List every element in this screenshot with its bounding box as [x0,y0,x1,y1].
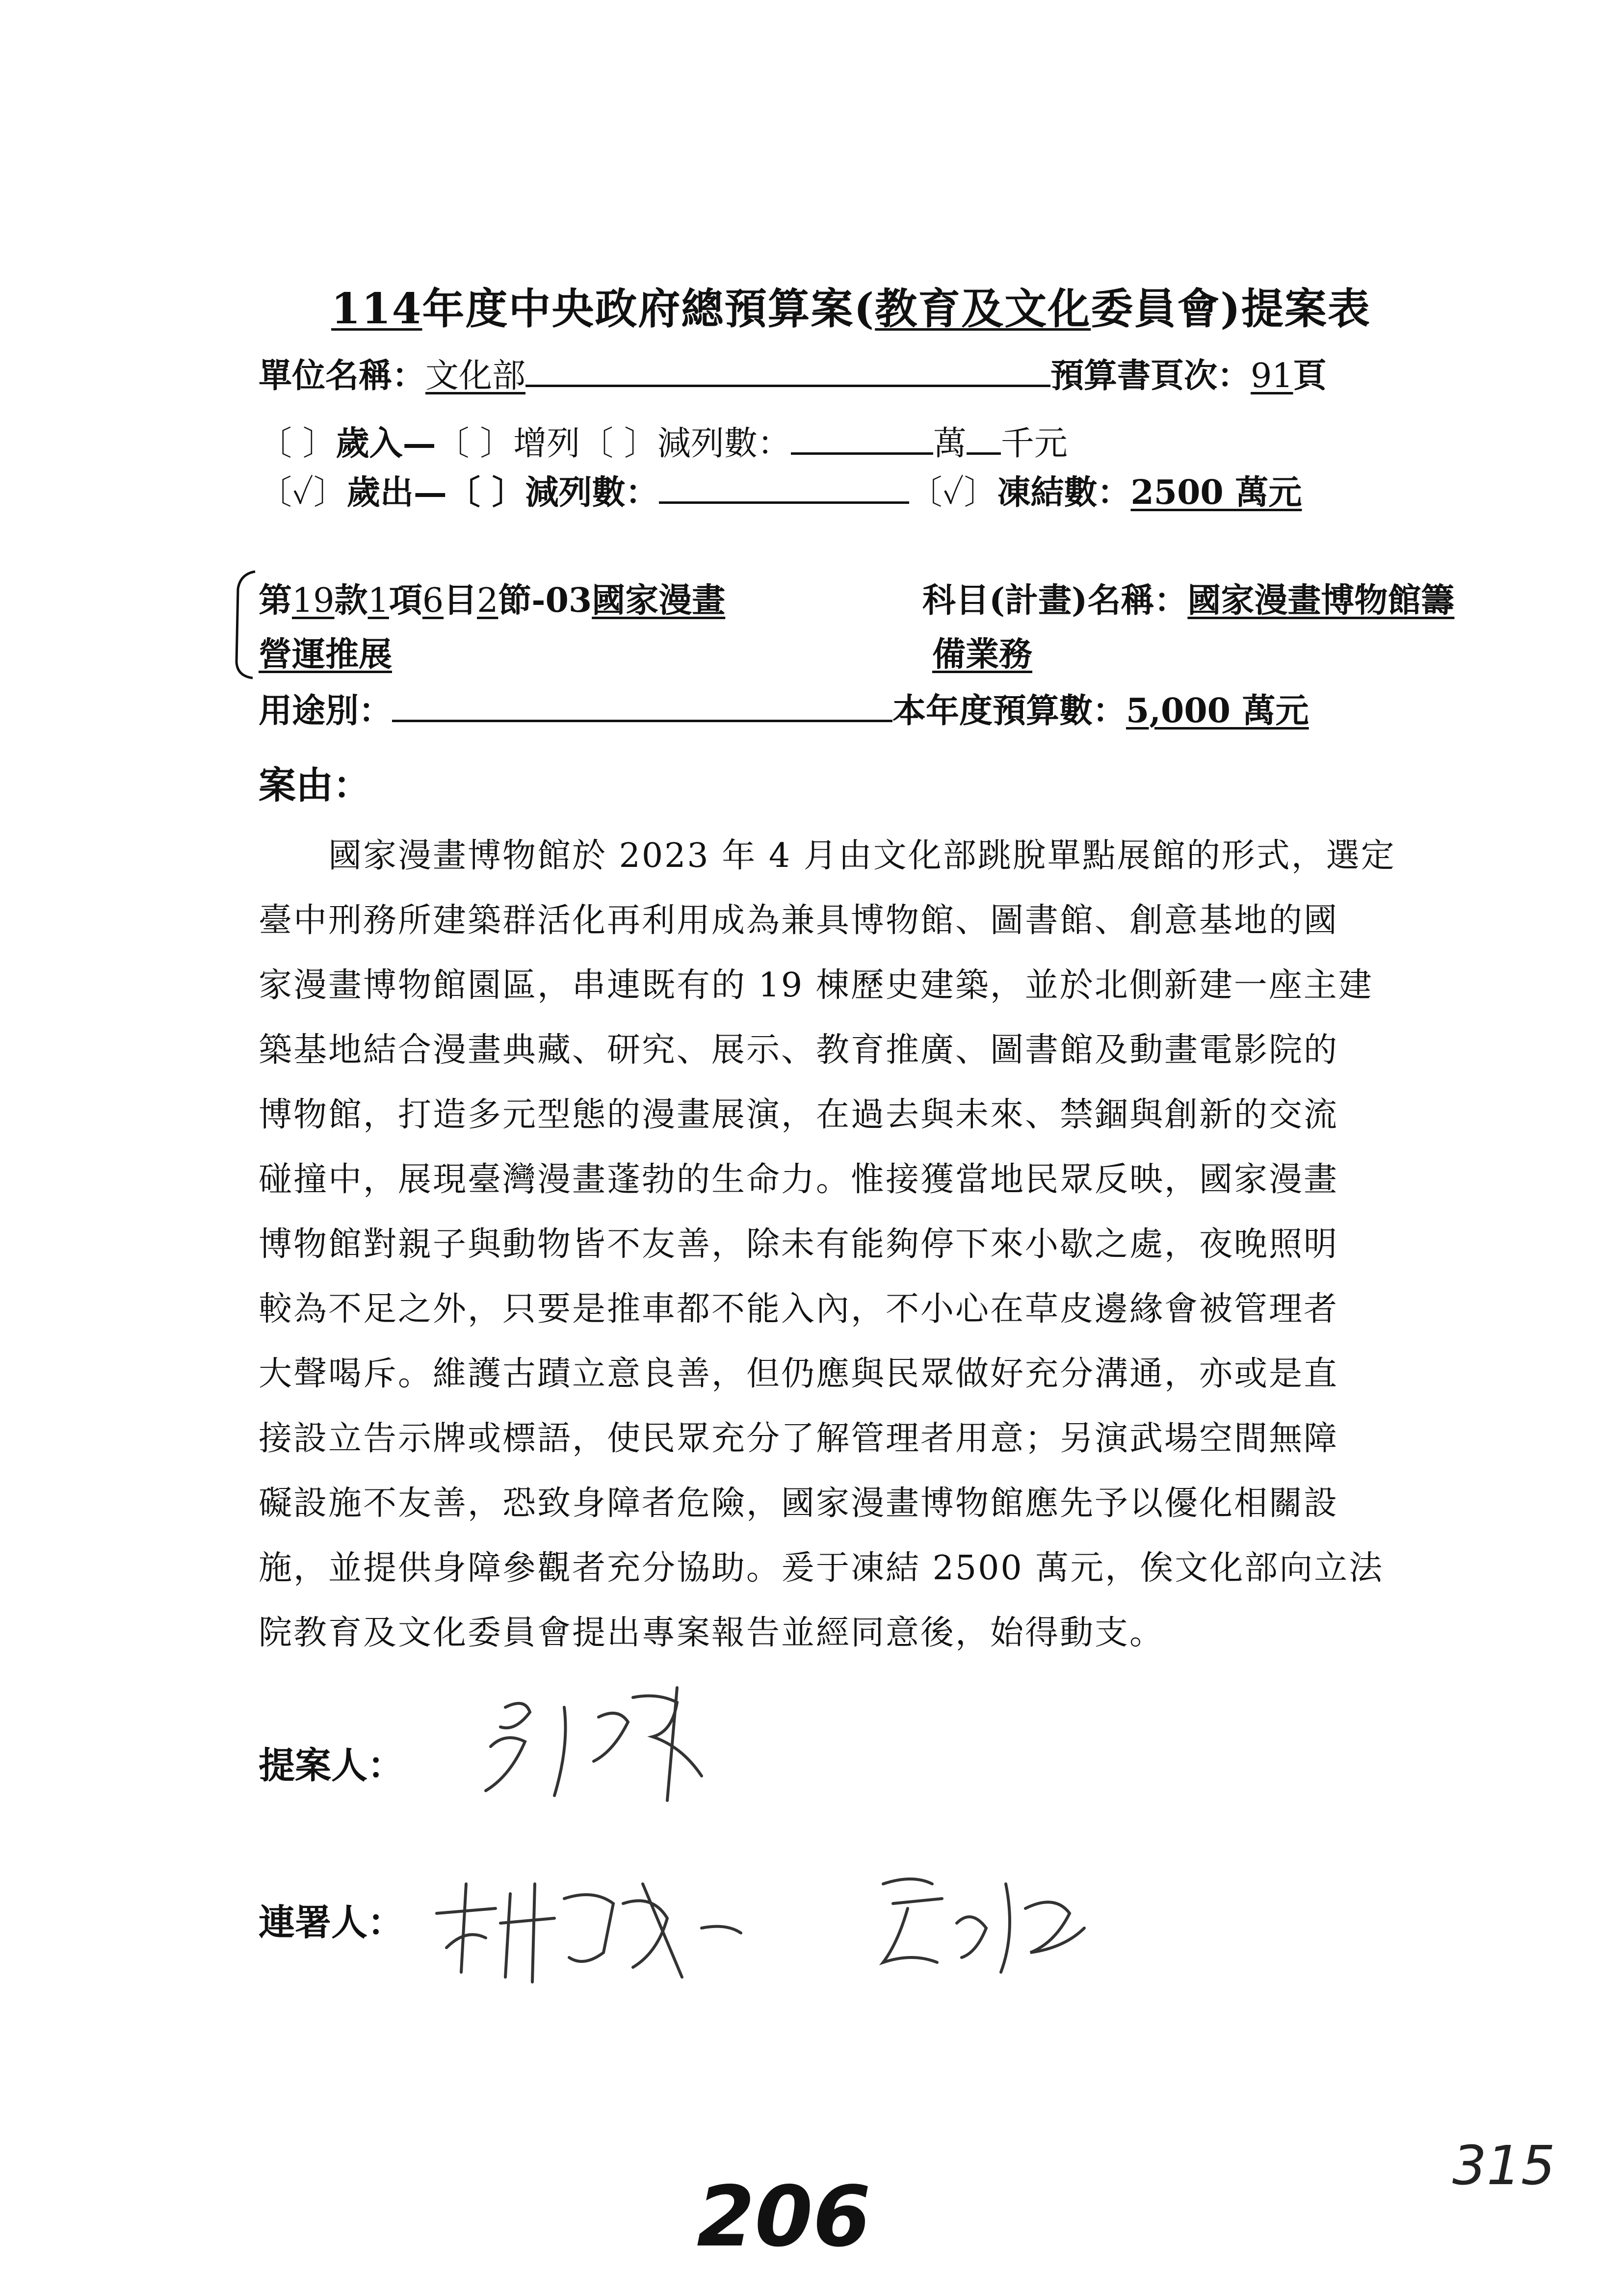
reason-line: 臺中刑務所建築群活化再利用成為兼具博物館、圖書館、創意基地的國 [259,901,1339,940]
handwritten-page-number: 206 [697,2168,871,2266]
page-suffix: 頁 [1293,356,1327,395]
section-bracket [231,569,260,682]
reason-line: 施，並提供身障參觀者充分協助。爰于凍結 2500 萬元，俟文化部向立法 [259,1549,1384,1588]
reason-line: 大聲喝斥。維護古蹟立意良善，但仍應與民眾做好充分溝通，亦或是直 [259,1355,1339,1393]
revenue-decrease: 〔 〕減列數： [580,424,791,463]
page-value: 91 [1251,357,1293,395]
section-code: 第19款1項6目2節-03國家漫畫 [259,581,726,620]
unit-value: 文化部 [425,357,526,395]
freeze-value: 2500 萬元 [1130,473,1302,512]
usage-row [259,684,1309,732]
cosigner-signatures [427,1854,1163,2002]
reason-line: 築基地結合漫畫典藏、研究、展示、教育推廣、圖書館及動畫電影院的 [259,1031,1339,1070]
mu-value: 6 [422,581,444,620]
document-title [331,275,1371,336]
reason-heading: 案由： [259,763,370,807]
subject-label: 科目(計畫)名稱： [922,581,1188,620]
program-name: 國家漫畫 [592,581,726,620]
handwritten-corner-number: 315 [1452,2134,1555,2197]
reason-line: 院教育及文化委員會提出專案報告並經同意後，始得動支。 [259,1614,1165,1652]
jie-value: 2 [477,581,498,620]
reason-line: 碰撞中，展現臺灣漫畫蓬勃的生命力。惟接獲當地民眾反映，國家漫畫 [259,1160,1339,1199]
reason-line: 博物館對親子與動物皆不友善，除未有能夠停下來小歇之處，夜晚照明 [259,1225,1339,1264]
kuan-value: 19 [292,581,335,620]
budget-label: 本年度預算數： [892,691,1126,731]
reason-line: 博物館，打造多元型態的漫畫展演，在過去與未來、禁錮與創新的交流 [259,1096,1339,1134]
fiscal-year: 114 [331,284,422,334]
xiang-value: 1 [367,581,389,620]
subject-value-cont: 備業務 [932,635,1033,674]
usage-label: 用途別： [259,691,393,731]
revenue-label: 歲入— [336,424,436,463]
reason-line: 家漫畫博物館園區，串連既有的 19 棟歷史建築，並於北側新建一座主建 [259,966,1373,1005]
unit-row [259,349,1327,397]
subject-value: 國家漫畫博物館籌 [1187,581,1455,620]
proposer-label: 提案人： [259,1745,404,1787]
qian-unit: 千元 [1000,424,1068,463]
expenditure-checkbox: 〔✓〕 [259,473,347,512]
revenue-increase: 〔 〕增列 [436,424,580,463]
cosigner-label: 連署人： [259,1902,404,1944]
program-name-cont: 營運推展 [259,635,393,674]
wan-unit: 萬 [933,424,967,463]
budget-value: 5,000 萬元 [1126,691,1309,731]
title-text: 年度中央政府總預算案( [422,284,875,334]
freeze-label: 凍結數： [997,473,1131,512]
reason-line: 國家漫畫博物館於 2023 年 4 月由文化部跳脫單點展館的形式，選定 [259,836,1396,875]
revenue-checkbox: 〔 〕 [259,424,336,463]
freeze-checkbox: 〔✓〕 [909,473,997,512]
expenditure-decrease: 〔 〕減列數： [446,473,659,512]
expenditure-label: 歲出— [346,473,447,512]
reason-line: 礙設施不友善，恐致身障者危險，國家漫畫博物館應先予以優化相關設 [259,1484,1339,1523]
reason-line: 接設立告示牌或標語，使民眾充分了解管理者用意；另演武場空間無障 [259,1419,1339,1458]
title-text-end: 委員會)提案表 [1091,284,1371,334]
reason-line: 較為不足之外，只要是推車都不能入內，不小心在草皮邊緣會被管理者 [259,1290,1339,1329]
unit-label: 單位名稱： [259,356,426,395]
page-label: 預算書頁次： [1050,356,1251,395]
expenditure-row [259,466,1356,514]
proposer-signature [471,1678,765,1815]
subject-row [922,574,1454,622]
committee-name: 教育及文化 [875,284,1091,334]
revenue-row [259,417,1068,465]
